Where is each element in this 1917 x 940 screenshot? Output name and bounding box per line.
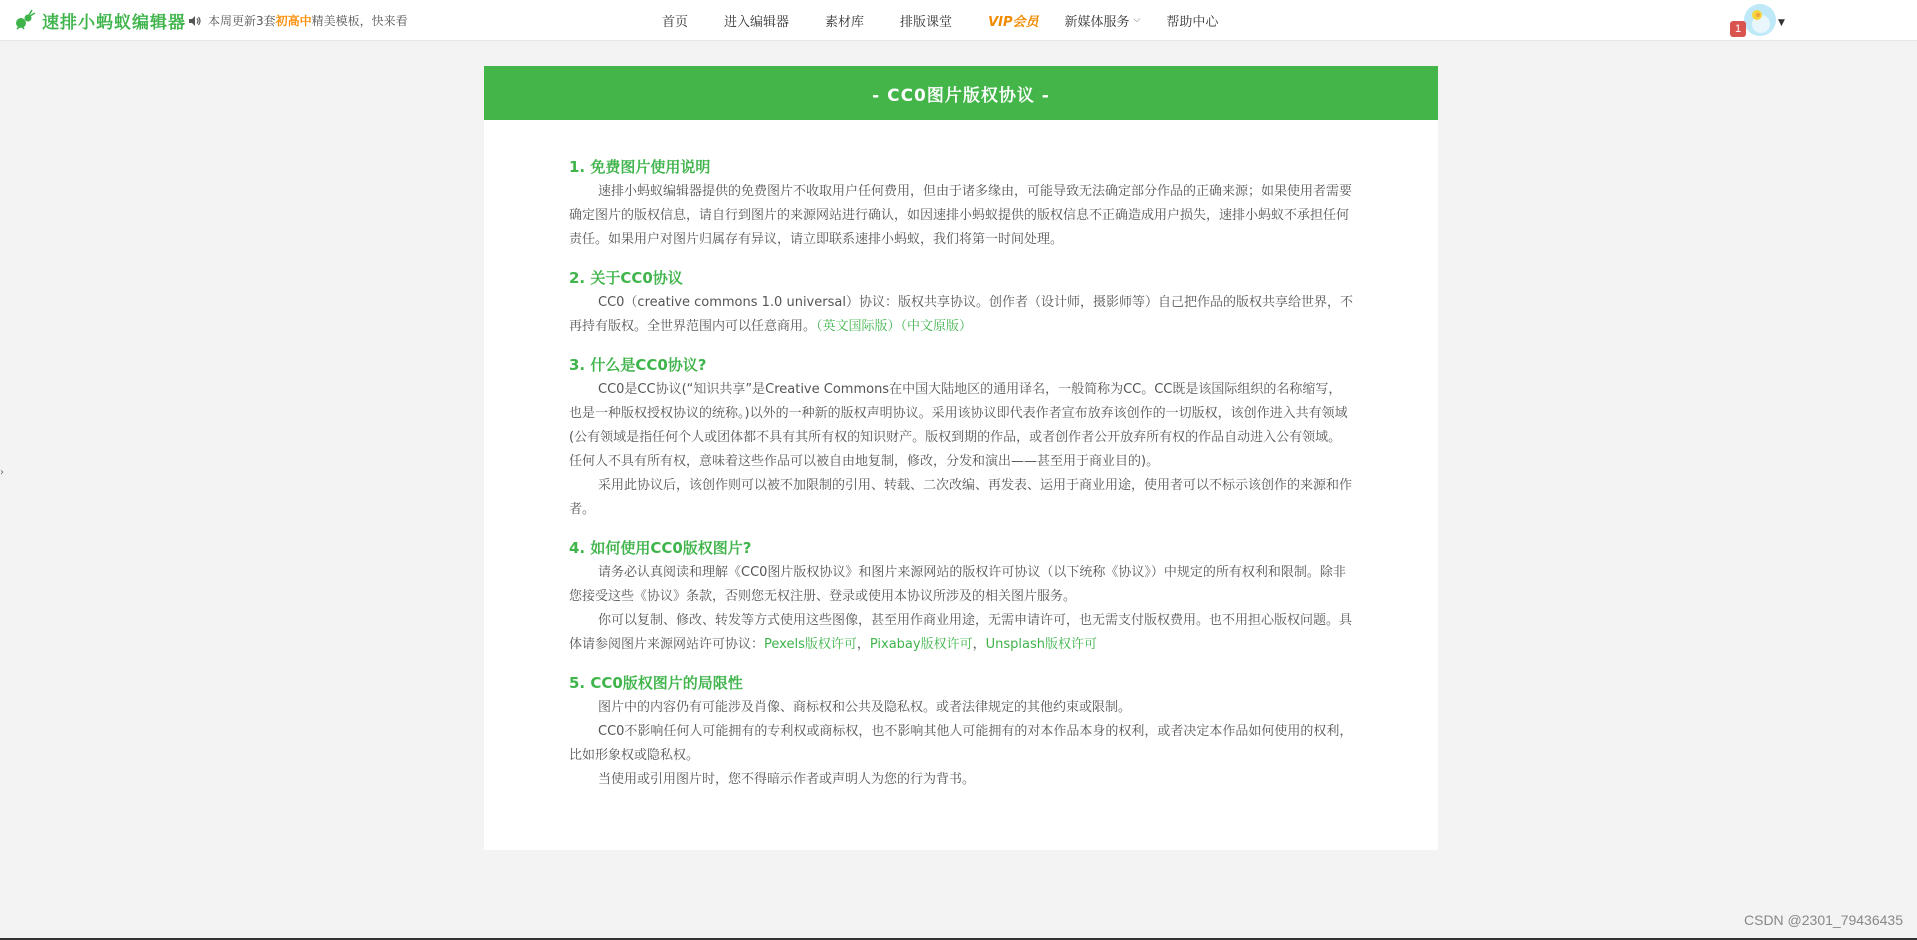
section-title: 4. 如何使用CC0版权图片? xyxy=(569,539,752,557)
caret-down-icon[interactable]: ▼ xyxy=(1778,18,1785,28)
link-pixabay-license[interactable]: Pixabay版权许可 xyxy=(869,637,973,652)
section-paragraph: 速排小蚂蚁编辑器提供的免费图片不收取用户任何费用，但由于诸多缘由，可能导致无法确定部分作品的正确来源；如果使用者需要确定图片的版权信息，请自行到图片的来源网站进行确认，如因速排小蚂蚁提供的版权信息不正确造成用户损失，速排小蚂蚁不承担任何责任。如果用户对图片归属存有异议，请立即联系速排小蚂蚁，我们将第一时间处理。 xyxy=(569,184,1353,247)
section-title: 1. 免费图片使用说明 xyxy=(569,158,711,176)
main-nav xyxy=(662,0,1218,40)
user-menu[interactable] xyxy=(1734,4,1785,38)
nav-editor[interactable]: 进入编辑器 xyxy=(724,14,790,30)
nav-media-services[interactable] xyxy=(1065,11,1141,30)
link-separator: ， xyxy=(856,637,870,652)
link-chinese-version[interactable]: （中文原版） xyxy=(900,319,973,334)
csdn-watermark: CSDN @2301_79436435 xyxy=(1744,912,1903,928)
notice-highlight: 初高中 xyxy=(275,14,312,28)
user-avatar-icon xyxy=(1744,4,1776,36)
section-paragraph xyxy=(569,291,1353,339)
section-how-to-use xyxy=(569,537,1353,657)
nav-help[interactable]: 帮助中心 xyxy=(1166,14,1219,30)
section-paragraph: 采用此协议后，该创作则可以被不加限制的引用、转载、二次改编、再发表、运用于商业用途，使用者可以不标示该创作的来源和作者。 xyxy=(569,478,1353,517)
link-english-version[interactable]: （英文国际版） xyxy=(816,319,901,334)
section-title: 2. 关于CC0协议 xyxy=(569,269,683,287)
section-free-images xyxy=(569,156,1353,252)
nav-classroom[interactable]: 排版课堂 xyxy=(900,14,953,30)
section-limitations xyxy=(569,672,1353,792)
ant-logo-icon xyxy=(14,8,38,32)
update-notice[interactable] xyxy=(188,12,408,29)
card-title: - CC0图片版权协议 - xyxy=(484,66,1438,120)
nav-media-services-label: 新媒体服务 xyxy=(1064,14,1130,30)
link-unsplash-license[interactable]: Unsplash版权许可 xyxy=(985,637,1097,652)
site-logo[interactable] xyxy=(14,7,186,33)
link-separator: ， xyxy=(972,637,986,652)
paragraph-text: CC0（creative commons 1.0 universal）协议：版权共享协议。创作者（设计师，摄影师等）自己把作品的版权共享给世界，不再持有版权。全世界范围内可以任意商用。 xyxy=(569,295,1353,334)
section-about-cc0 xyxy=(569,267,1353,339)
speaker-icon xyxy=(188,14,202,28)
avatar[interactable] xyxy=(1744,4,1776,36)
notice-suffix: 精美模板，快来看 xyxy=(311,14,408,28)
section-paragraph: 当使用或引用图片时，您不得暗示作者或声明人为您的行为背书。 xyxy=(598,772,976,787)
section-paragraph xyxy=(569,609,1353,657)
section-title: 3. 什么是CC0协议? xyxy=(569,356,707,374)
section-paragraph: 图片中的内容仍有可能涉及肖像、商标权和公共及隐私权。或者法律规定的其他约束或限制。 xyxy=(598,700,1132,715)
section-what-is-cc0 xyxy=(569,354,1353,522)
edge-arrow-icon: › xyxy=(0,467,4,478)
notification-badge[interactable]: 1 xyxy=(1730,21,1746,37)
nav-home[interactable]: 首页 xyxy=(662,14,689,30)
section-paragraph: CC0是CC协议(“知识共享”是Creative Commons在中国大陆地区的通用译名，一般简称为CC。CC既是该国际组织的名称缩写，也是一种版权授权协议的统称。)以外的一种新的版权声明协议。采用该协议即代表作者宣布放弃该创作的一切版权，该创作进入共有领域(公有领域是指任何个人或团体都不具有其所有权的知识财产。版权到期的作品，或者创作者公开放弃所有权的作品自动进入公有领域。任何人不具有所有权，意味着这些作品可以被自由地复制，修改，分发和演出——甚至用于商业目的)。 xyxy=(569,382,1348,469)
logo-text: 速排小蚂蚁编辑器 xyxy=(42,12,186,33)
notice-prefix: 本周更新3套 xyxy=(208,14,276,28)
agreement-content xyxy=(569,156,1353,807)
nav-materials[interactable]: 素材库 xyxy=(825,14,865,30)
nav-vip[interactable]: VIP会员 xyxy=(988,14,1039,30)
section-paragraph: 请务必认真阅读和理解《CC0图片版权协议》和图片来源网站的版权许可协议（以下统称《协议》）中规定的所有权利和限制。除非您接受这些《协议》条款，否则您无权注册、登录或使用本协议所涉及的相关图片服务。 xyxy=(569,565,1346,604)
top-navbar xyxy=(0,0,1917,41)
paragraph-text: 你可以复制、修改、转发等方式使用这些图像，甚至用作商业用途，无需申请许可，也无需支付版权费用。也不用担心版权问题。具体请参阅图片来源网站许可协议： xyxy=(569,613,1353,652)
link-pexels-license[interactable]: Pexels版权许可 xyxy=(764,637,857,652)
chevron-down-icon: ⌵ xyxy=(1133,15,1141,25)
section-paragraph: CC0不影响任何人可能拥有的专利权或商标权，也不影响其他人可能拥有的对本作品本身的权利，或者决定本作品如何使用的权利，比如形象权或隐私权。 xyxy=(569,724,1353,763)
section-title: 5. CC0版权图片的局限性 xyxy=(569,674,743,692)
agreement-card xyxy=(484,66,1438,850)
